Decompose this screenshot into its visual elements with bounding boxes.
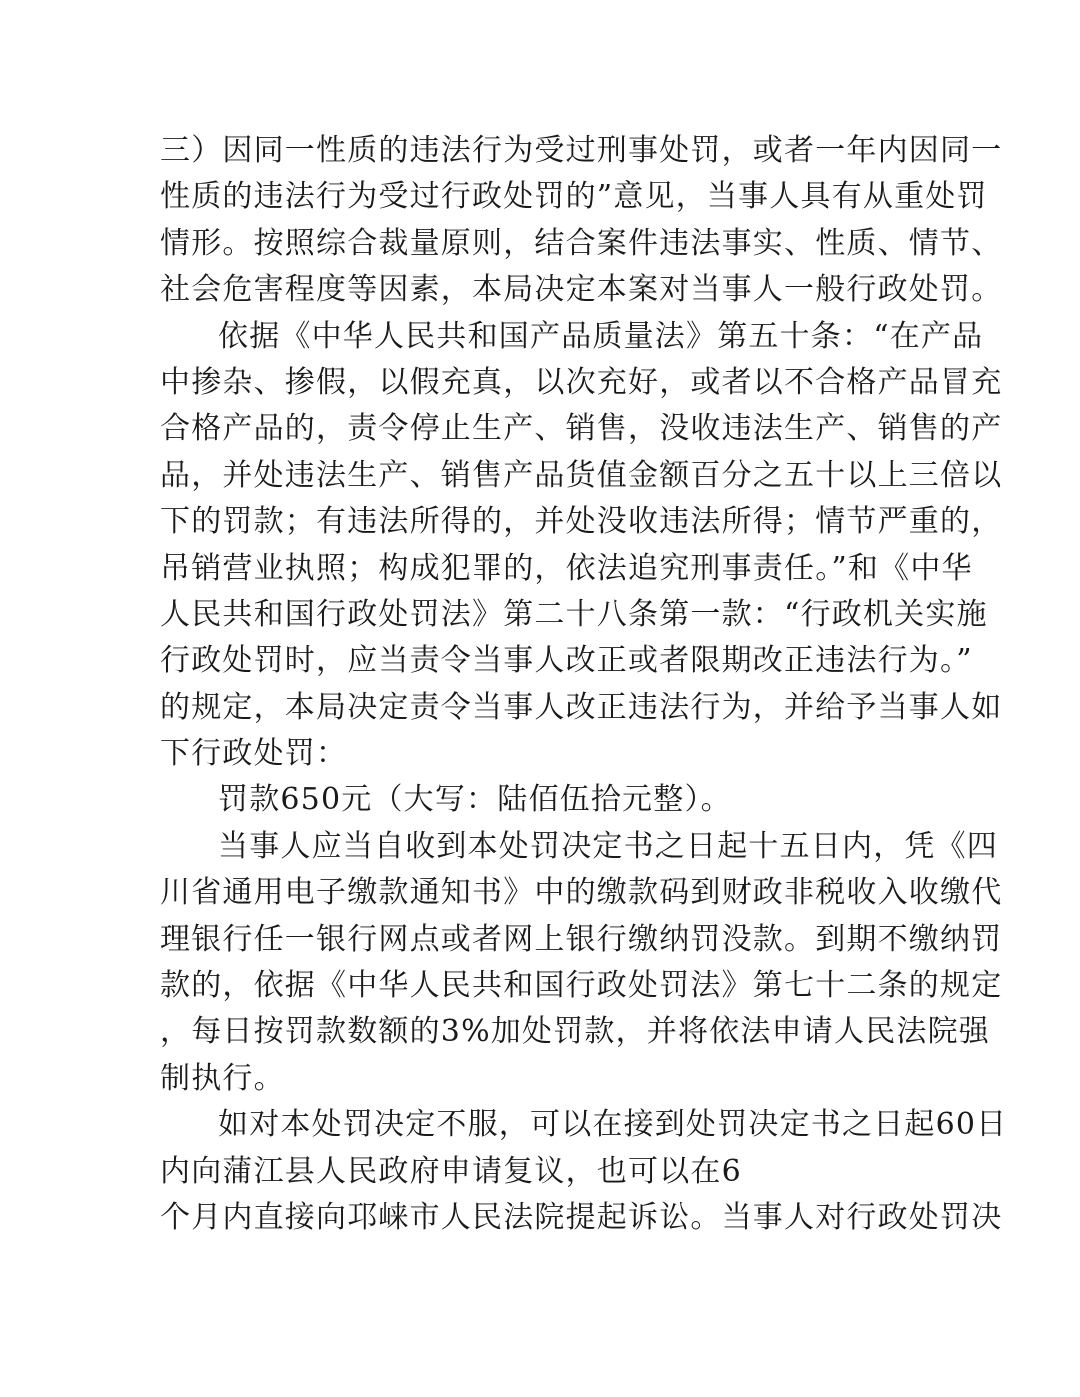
text-line: 内向蒲江县人民政府申请复议，也可以在6 xyxy=(160,1153,742,1189)
text-line: 款的，依据《中华人民共和国行政处罚法》第七十二条的规定 xyxy=(160,968,1003,1004)
text-line: 制执行。 xyxy=(160,1060,285,1096)
text-line: 品，并处违法生产、销售产品货值金额百分之五十以上三倍以 xyxy=(160,457,1003,493)
text-line: 三）因同一性质的违法行为受过刑事处罚，或者一年内因同一 xyxy=(160,133,1003,168)
text-line: 合格产品的，责令停止生产、销售，没收违法生产、销售的产 xyxy=(160,411,1003,447)
text-line: 下行政处罚： xyxy=(160,736,348,772)
text-line: 个月内直接向邛崃市人民法院提起诉讼。当事人对行政处罚决 xyxy=(160,1199,1003,1235)
text-line: ，每日按罚款数额的3%加处罚款，并将依法申请人民法院强 xyxy=(160,1014,990,1050)
text-line: 理银行任一银行网点或者网上银行缴纳罚没款。到期不缴纳罚 xyxy=(160,921,1003,957)
text-line: 川省通用电子缴款通知书》中的缴款码到财政非税收入收缴代 xyxy=(160,875,1003,911)
text-line: 行政处罚时，应当责令当事人改正或者限期改正违法行为。” xyxy=(160,643,973,679)
text-line: 社会危害程度等因素，本局决定本案对当事人一般行政处罚。 xyxy=(160,272,1003,308)
text-line: 如对本处罚决定不服，可以在接到处罚决定书之日起60日 xyxy=(218,1107,1008,1143)
text-line: 人民共和国行政处罚法》第二十八条第一款：“行政机关实施 xyxy=(160,596,988,632)
text-line: 下的罚款；有违法所得的，并处没收违法所得；情节严重的， xyxy=(160,504,1003,540)
text-line: 的规定，本局决定责令当事人改正违法行为，并给予当事人如 xyxy=(160,689,1003,725)
text-line: 中掺杂、掺假，以假充真，以次充好，或者以不合格产品冒充 xyxy=(160,364,1003,400)
document-body-text xyxy=(160,128,1008,1241)
text-line: 吊销营业执照；构成犯罪的，依法追究刑事责任。”和《中华 xyxy=(160,550,973,586)
text-line: 情形。按照综合裁量原则，结合案件违法事实、性质、情节、 xyxy=(160,225,1003,261)
text-line: 性质的违法行为受过行政处罚的”意见，当事人具有从重处罚 xyxy=(160,179,988,215)
text-line: 罚款650元（大写：陆佰伍拾元整）。 xyxy=(218,782,732,818)
text-line: 当事人应当自收到本处罚决定书之日起十五日内，凭《四 xyxy=(218,828,998,864)
text-line: 依据《中华人民共和国产品质量法》第五十条：“在产品 xyxy=(218,318,984,354)
